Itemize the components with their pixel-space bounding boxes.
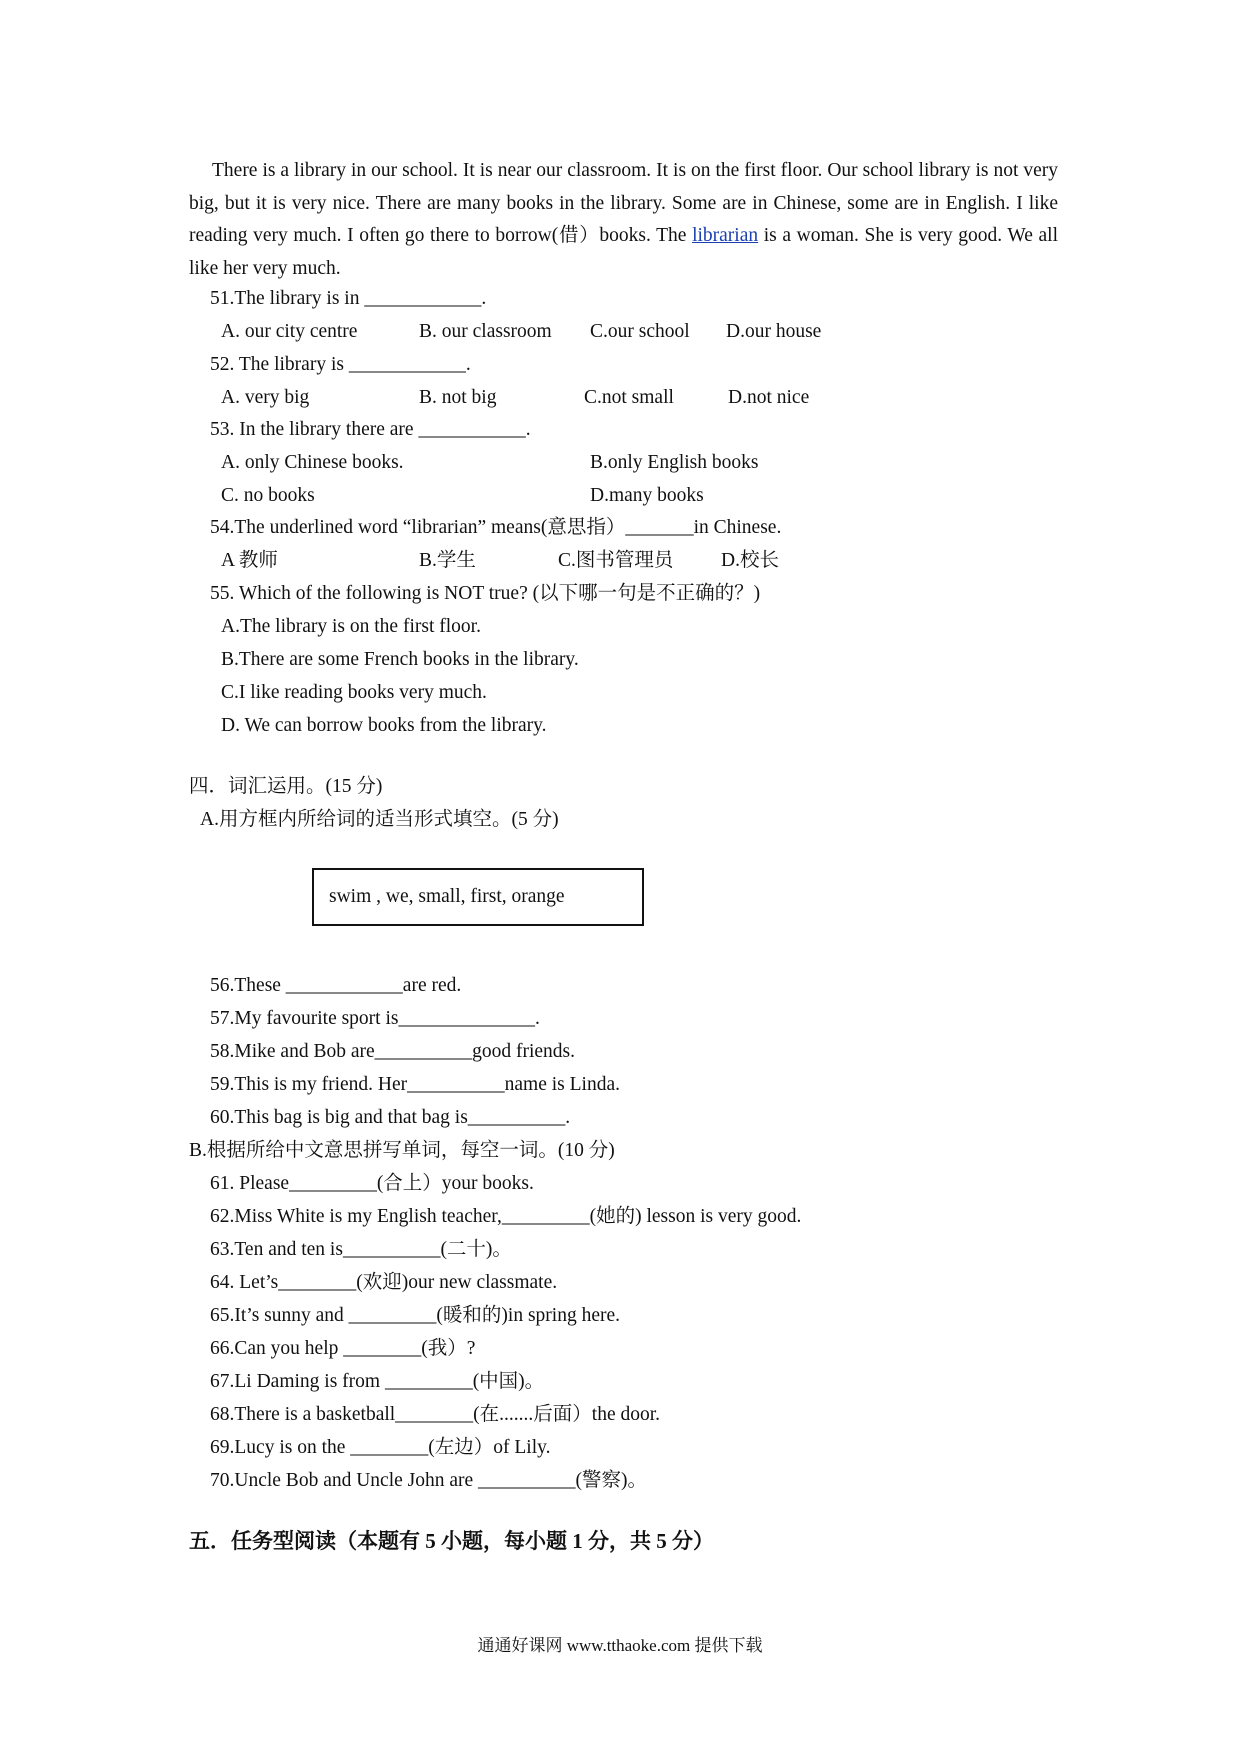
question-55-stem: 55. Which of the following is NOT true? (以下哪一句是不正确的？) bbox=[210, 583, 761, 604]
question-65: 65.It’s sunny and _________(暖和的)in spring here. bbox=[210, 1305, 620, 1326]
passage-text-before: There is a library in our school. It is near our classroom. It is on the first floor. Our school library is not very big, but it is very nice. There are many books in the library. Some are in Chinese, some are in English. I like reading very much. I often go there to borrow(借）books. The bbox=[189, 160, 1058, 247]
question-64: 64. Let’s________(欢迎)our new classmate. bbox=[210, 1272, 558, 1293]
q55-option-b: B.There are some French books in the library. bbox=[221, 649, 579, 670]
question-70: 70.Uncle Bob and Uncle John are __________(警察)。 bbox=[210, 1470, 648, 1491]
q53-option-c: C. no books bbox=[221, 485, 315, 506]
question-62: 62.Miss White is my English teacher,_________(她的) lesson is very good. bbox=[210, 1206, 802, 1227]
q54-option-b: B.学生 bbox=[419, 550, 476, 571]
question-69: 69.Lucy is on the ________(左边）of Lily. bbox=[210, 1437, 551, 1458]
footer-credit: 通通好课网 www.tthaoke.com 提供下载 bbox=[477, 1636, 763, 1655]
passage-text-after: is a woman. She is very good. We all like her very much. bbox=[189, 225, 1058, 279]
question-67: 67.Li Daming is from _________(中国)。 bbox=[210, 1371, 545, 1392]
q51-option-d: D.our house bbox=[726, 321, 822, 342]
q52-option-c: C.not small bbox=[584, 387, 674, 408]
q51-option-a: A. our city centre bbox=[221, 321, 358, 342]
word-box bbox=[312, 868, 644, 926]
q53-option-d: D.many books bbox=[590, 485, 704, 506]
q53-option-a: A. only Chinese books. bbox=[221, 452, 404, 473]
q54-option-c: C.图书管理员 bbox=[558, 550, 674, 571]
librarian-link[interactable]: librarian bbox=[692, 225, 759, 247]
q51-option-c: C.our school bbox=[590, 321, 690, 342]
question-54-stem: 54.The underlined word “librarian” means(意思指）_______in Chinese. bbox=[210, 517, 782, 538]
q53-option-b: B.only English books bbox=[590, 452, 759, 473]
q51-option-b: B. our classroom bbox=[419, 321, 552, 342]
q52-option-b: B. not big bbox=[419, 387, 497, 408]
section-4-title: 四．词汇运用。(15 分) bbox=[189, 776, 383, 797]
section-5-title: 五．任务型阅读（本题有 5 小题，每小题 1 分，共 5 分） bbox=[189, 1529, 714, 1553]
section-4b-title: B.根据所给中文意思拼写单词，每空一词。(10 分) bbox=[189, 1140, 615, 1161]
question-57: 57.My favourite sport is______________. bbox=[210, 1008, 540, 1029]
question-56: 56.These ____________are red. bbox=[210, 975, 462, 996]
word-box-words: swim , we, small, first, orange bbox=[329, 886, 565, 907]
question-53-stem: 53. In the library there are ___________. bbox=[210, 419, 531, 440]
question-63: 63.Ten and ten is__________(二十)。 bbox=[210, 1239, 512, 1260]
question-68: 68.There is a basketball________(在.......后面）the door. bbox=[210, 1404, 661, 1425]
reading-passage bbox=[189, 155, 1058, 285]
question-66: 66.Can you help ________(我）? bbox=[210, 1338, 476, 1359]
question-60: 60.This bag is big and that bag is__________. bbox=[210, 1107, 571, 1128]
q55-option-c: C.I like reading books very much. bbox=[221, 682, 487, 703]
question-61: 61. Please_________(合上）your books. bbox=[210, 1173, 534, 1194]
q54-option-a: A 教师 bbox=[221, 550, 278, 571]
q52-option-a: A. very big bbox=[221, 387, 310, 408]
question-59: 59.This is my friend. Her__________name is Linda. bbox=[210, 1074, 620, 1095]
q55-option-d: D. We can borrow books from the library. bbox=[221, 715, 547, 736]
q52-option-d: D.not nice bbox=[728, 387, 810, 408]
q55-option-a: A.The library is on the first floor. bbox=[221, 616, 481, 637]
section-4a-title: A.用方框内所给词的适当形式填空。(5 分) bbox=[200, 809, 559, 830]
question-51-stem: 51.The library is in ____________. bbox=[210, 288, 487, 309]
question-58: 58.Mike and Bob are__________good friends. bbox=[210, 1041, 576, 1062]
question-52-stem: 52. The library is ____________. bbox=[210, 354, 471, 375]
q54-option-d: D.校长 bbox=[721, 550, 779, 571]
